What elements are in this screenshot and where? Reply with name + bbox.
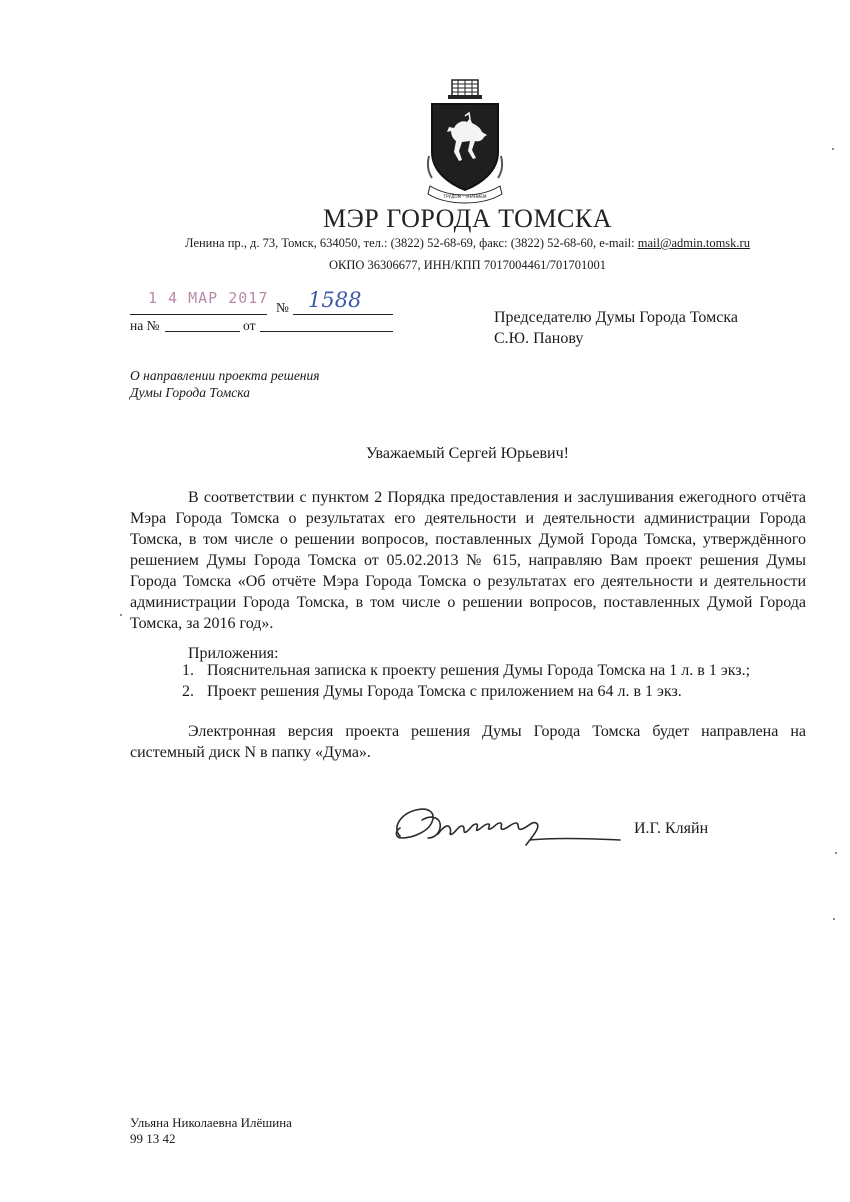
greeting: Уважаемый Сергей Юрьевич! — [366, 445, 569, 462]
reply-number-label: на № — [130, 318, 160, 333]
list-item — [182, 660, 750, 681]
date-line — [130, 314, 267, 315]
address-text: Ленина пр., д. 73, Томск, 634050, тел.: (3822) 52-68-69, факс: (3822) 52-68-60, e-mail: — [185, 236, 638, 250]
date-stamp: 1 4 МАР 2017 — [148, 289, 269, 307]
list-item — [182, 681, 750, 702]
scan-speck — [832, 148, 834, 150]
number-sign-label: № — [276, 300, 289, 315]
reply-from-label: от — [243, 318, 256, 333]
subject-line-2: Думы Города Томска — [130, 385, 250, 400]
sender-address — [0, 236, 850, 251]
subject-line-1: О направлении проекта решения — [130, 368, 320, 383]
attachments-list — [182, 660, 750, 702]
executor-name: Ульяна Николаевна Илёшина — [130, 1115, 292, 1130]
body-paragraph-2: Электронная версия проекта решения Думы Города Томска будет направлена на системный диск N в папку «Дума». — [130, 723, 806, 761]
addressee-name: С.Ю. Панову — [494, 330, 584, 347]
sender-codes: ОКПО 36306677, ИНН/КПП 7017004461/701701001 — [328, 258, 607, 272]
addressee-block — [494, 307, 738, 349]
scan-speck — [833, 918, 835, 920]
registration-number: 1588 — [308, 288, 362, 312]
scan-speck — [835, 852, 837, 854]
email-link[interactable]: mail@admin.tomsk.ru — [637, 236, 750, 250]
list-item-number: 1. — [182, 662, 194, 679]
list-item-text: Пояснительная записка к проекту решения Думы Города Томска на 1 л. в 1 экз.; — [207, 662, 751, 679]
page-title: МЭР ГОРОДА ТОМСКА — [322, 204, 613, 233]
reply-from-line — [260, 331, 393, 332]
signer-name: И.Г. Кляйн — [634, 820, 709, 837]
list-item-text: Проект решения Думы Города Томска с приложением на 64 л. в 1 экз. — [207, 683, 682, 700]
coat-of-arms-icon — [424, 78, 506, 206]
signature-icon — [380, 800, 630, 860]
attachments-heading: Приложения: — [188, 645, 279, 662]
reply-number-line — [165, 331, 240, 332]
list-item-number: 2. — [182, 683, 194, 700]
scan-speck — [120, 614, 122, 616]
subject-block — [130, 367, 320, 401]
addressee-position: Председателю Думы Города Томска — [494, 309, 738, 326]
executor-block — [130, 1115, 292, 1147]
executor-phone: 99 13 42 — [130, 1131, 176, 1146]
emblem-ribbon-text: ТРУДОМ · ЗНАНИЕМ — [443, 194, 487, 199]
body-paragraph-1: В соответствии с пунктом 2 Порядка предоставления и заслушивания ежегодного отчёта Мэра Города Томска о результатах его деятельности и деятельности администрации Города Томска, в том числе о решении вопросов, поставленных Думой Города Томска, утверждённого решением Думы Города Томска от 05.02.2013 № 615, направляю Вам проект решения Думы Города Томска «Об отчёте Мэра Города Томска о результатах его деятельности и деятельности администрации Города Томска, в том числе о решении вопросов, поставленных Думой Города Томска, за 2016 год». — [130, 489, 806, 632]
number-line — [293, 314, 393, 315]
